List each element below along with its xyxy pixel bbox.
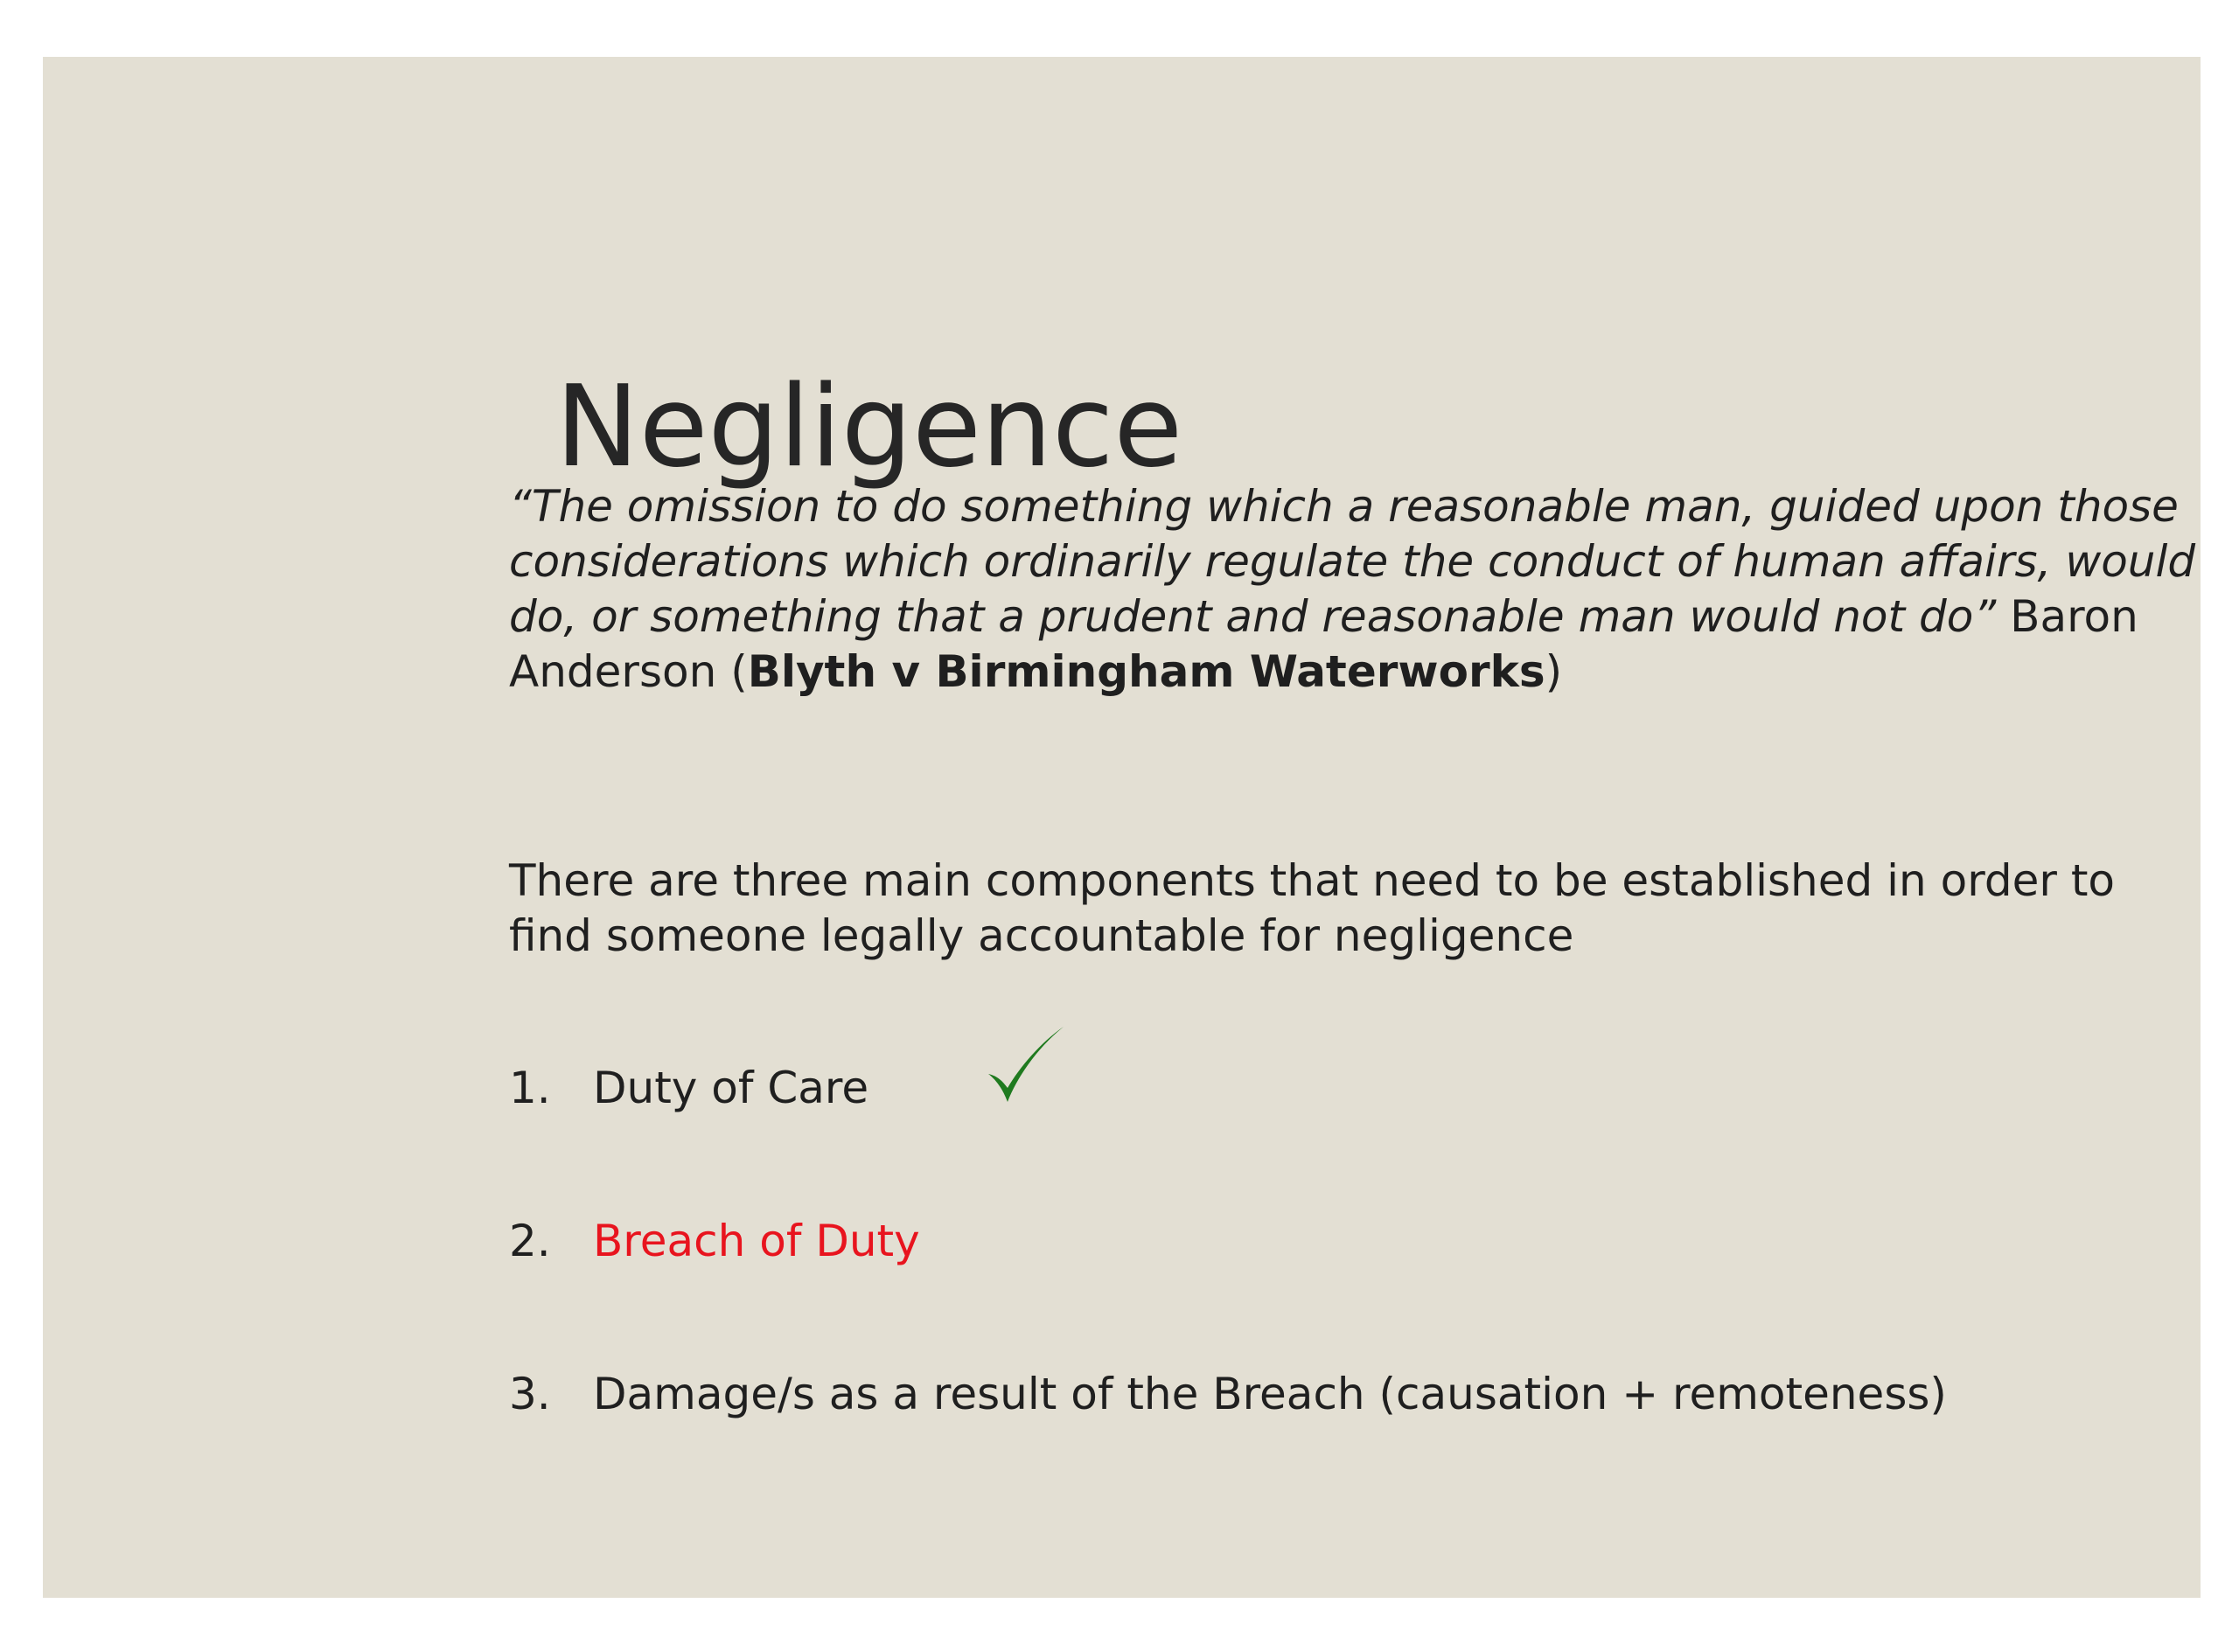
list-item-duty-of-care bbox=[509, 1061, 868, 1116]
list-number: 3. bbox=[509, 1369, 551, 1419]
quote-text: “The omission to do something which a reasonable man, guided upon those considerations which ordinarily regulate the conduct of human affairs, would do, or something that a prudent and reasonable man would not do” bbox=[509, 481, 2196, 642]
list-label: Breach of Duty bbox=[593, 1216, 920, 1266]
case-name: Blyth v Birmingham Waterworks bbox=[747, 646, 1545, 697]
quote-attribution: Baron Anderson bbox=[509, 591, 2138, 697]
definition-quote bbox=[509, 479, 2206, 700]
slide bbox=[43, 57, 2201, 1598]
list-label: Damage/s as a result of the Breach (causation + remoteness) bbox=[593, 1369, 1947, 1419]
intro-text: There are three main components that need to be established in order to find someone legally accountable for negligence bbox=[509, 855, 2116, 961]
list-label: Duty of Care bbox=[593, 1063, 869, 1113]
list-number: 2. bbox=[509, 1216, 551, 1266]
checkmark-icon bbox=[987, 1025, 1065, 1112]
case-open-paren: ( bbox=[730, 646, 748, 697]
list-item-damage bbox=[509, 1367, 1947, 1422]
list-number: 1. bbox=[509, 1063, 551, 1113]
list-item-breach-of-duty bbox=[509, 1214, 920, 1269]
case-close-paren: ) bbox=[1545, 646, 1563, 697]
slide-title: Negligence bbox=[555, 362, 1183, 492]
